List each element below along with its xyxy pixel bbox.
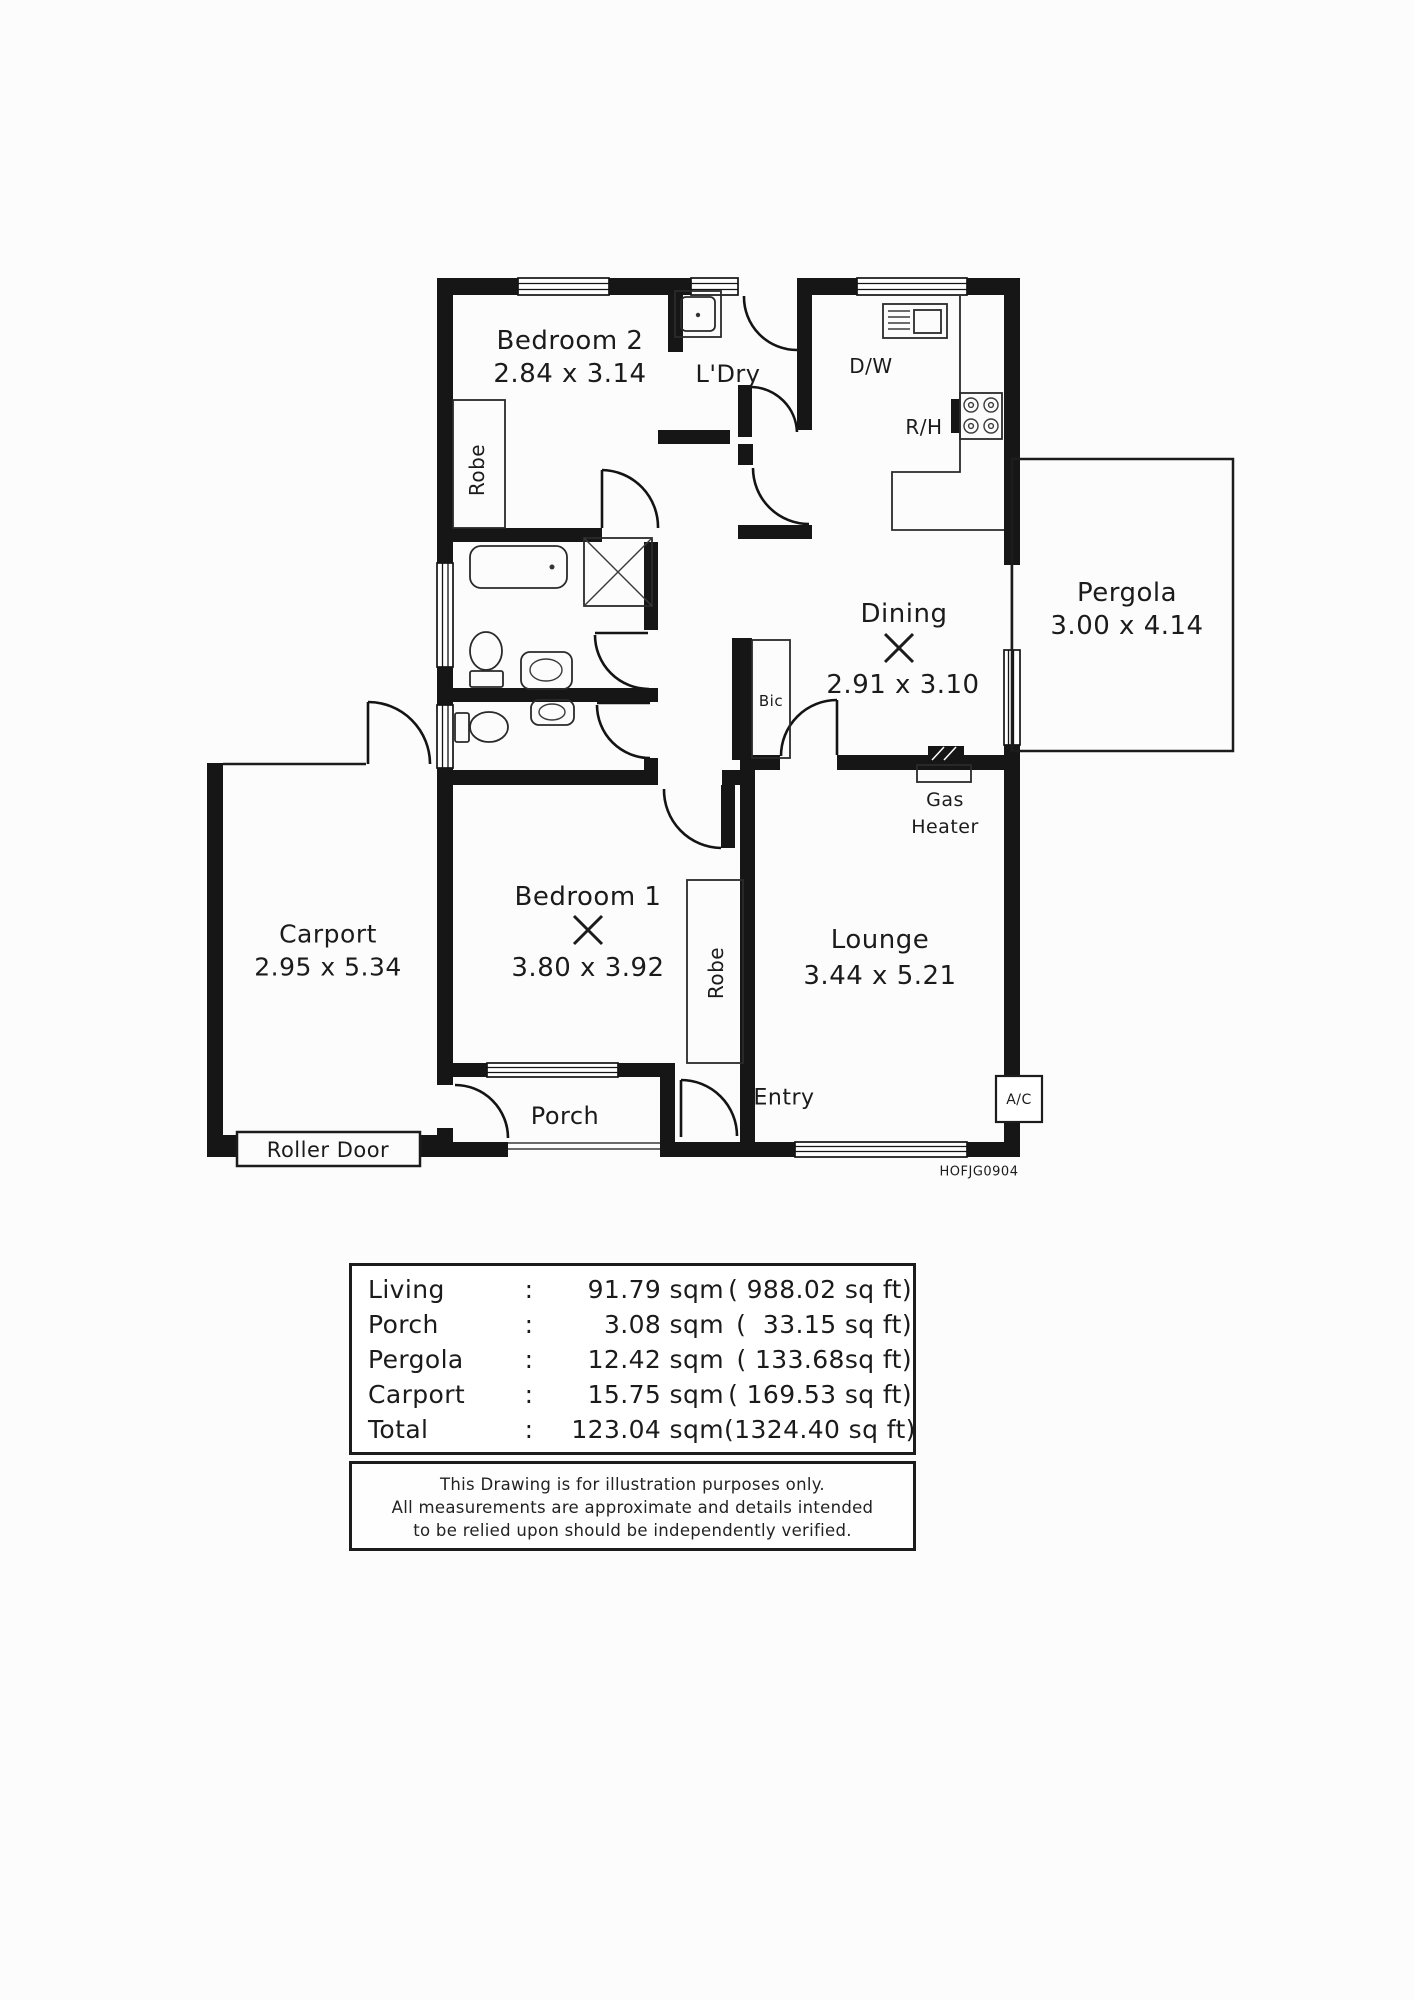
bedroom2-label: Bedroom 2 [496,326,644,356]
gas-heater-label-1: Gas [926,789,964,811]
row-sqft: ( 988.02 sq ft) [728,1275,912,1304]
row-label: Total [368,1415,429,1444]
bedroom1-dims: 3.80 x 3.92 [511,953,665,983]
door-bedroom2 [602,470,658,528]
row-sqm: 12.42 sqm [587,1345,724,1374]
laundry-tub [675,291,721,337]
toilet-wc [455,712,508,742]
window-bedroom2 [518,278,609,295]
row-sqm: 123.04 sqm [571,1415,724,1444]
carport-dims: 2.95 x 5.34 [254,952,402,982]
disclaimer-line-2: All measurements are approximate and details intended [391,1498,874,1517]
ceiling-fan-bedroom1 [574,916,602,944]
carport-label: Carport [279,919,377,949]
door-wc [597,703,650,758]
bedroom2-dims: 2.84 x 3.14 [493,359,647,389]
door-bedroom1 [664,785,735,848]
pergola-dims: 3.00 x 4.14 [1050,611,1204,641]
gate-carport [368,702,430,764]
row-sqft: ( 33.15 sq ft) [736,1310,912,1339]
kitchen-sink [883,304,947,338]
pergola-label: Pergola [1076,578,1178,608]
window-kitchen [857,278,967,295]
gas-heater-label-2: Heater [911,816,979,838]
bathtub [470,546,567,588]
table-row-porch [368,1307,913,1342]
walls [207,278,1020,1157]
dining-label: Dining [860,599,948,629]
dining-dims: 2.91 x 3.10 [826,670,980,700]
door-bathroom [595,633,649,689]
row-sqm: 91.79 sqm [587,1275,724,1304]
table-row-pergola [368,1342,913,1377]
lounge-dims: 3.44 x 5.21 [803,961,957,991]
porch-label: Porch [530,1102,600,1130]
row-sqm: 3.08 sqm [603,1310,724,1339]
door-front [681,1080,737,1137]
row-sqft: ( 169.53 sq ft) [728,1380,912,1409]
disclaimer-line-3: to be relied upon should be independently verified. [413,1521,852,1540]
door-arc-back-door [744,296,797,350]
bedroom1-label: Bedroom 1 [514,882,662,912]
roller-door-label: Roller Door [266,1138,390,1162]
entry-label: Entry [753,1085,815,1111]
dishwasher-label: D/W [849,354,893,378]
window-wc [437,705,453,768]
window-laundry [691,278,738,295]
row-label: Living [368,1275,445,1304]
table-row-carport [368,1377,913,1412]
row-colon: : [524,1380,534,1409]
table-row-total [368,1412,916,1447]
basin-bathroom [521,652,572,689]
toilet-bathroom [470,632,503,687]
cooktop [951,393,1002,439]
row-label: Pergola [368,1345,464,1374]
row-label: Carport [368,1380,466,1409]
row-colon: : [524,1310,534,1339]
door-arc-porch [455,1085,508,1138]
table-row-living [368,1272,913,1307]
kitchen-bench [892,296,1004,530]
shower [584,538,652,606]
door-arc-laundry [752,387,797,432]
range-hood-label: R/H [905,415,943,439]
ceiling-fan-dining [885,634,913,662]
door-arc-kitchen [753,468,809,524]
labels [254,326,1203,1180]
window-bathroom [437,563,453,667]
row-colon: : [524,1415,534,1444]
plan-reference: HOFJG0904 [939,1164,1019,1180]
window-bedroom1 [487,1063,618,1077]
robe-bedroom2-label: Robe [465,443,489,497]
bic-label: Bic [758,692,784,710]
row-sqm: 15.75 sqm [587,1380,724,1409]
windows [437,278,1020,1157]
lounge-label: Lounge [830,925,930,955]
row-sqft: ( 133.68sq ft) [736,1345,912,1374]
row-label: Porch [368,1310,439,1339]
area-summary-table [349,1263,916,1455]
disclaimer-line-1: This Drawing is for illustration purposes only. [440,1475,825,1494]
robe-bedroom1-label: Robe [704,946,728,1000]
porch-steps [508,1143,660,1149]
laundry-label: L'Dry [695,360,761,388]
row-colon: : [524,1275,534,1304]
row-sqft: (1324.40 sq ft) [724,1415,916,1444]
basin-wc [531,700,574,725]
row-colon: : [524,1345,534,1374]
disclaimer-box [349,1461,916,1551]
window-lounge [795,1142,967,1157]
ac-label: A/C [1006,1092,1032,1108]
